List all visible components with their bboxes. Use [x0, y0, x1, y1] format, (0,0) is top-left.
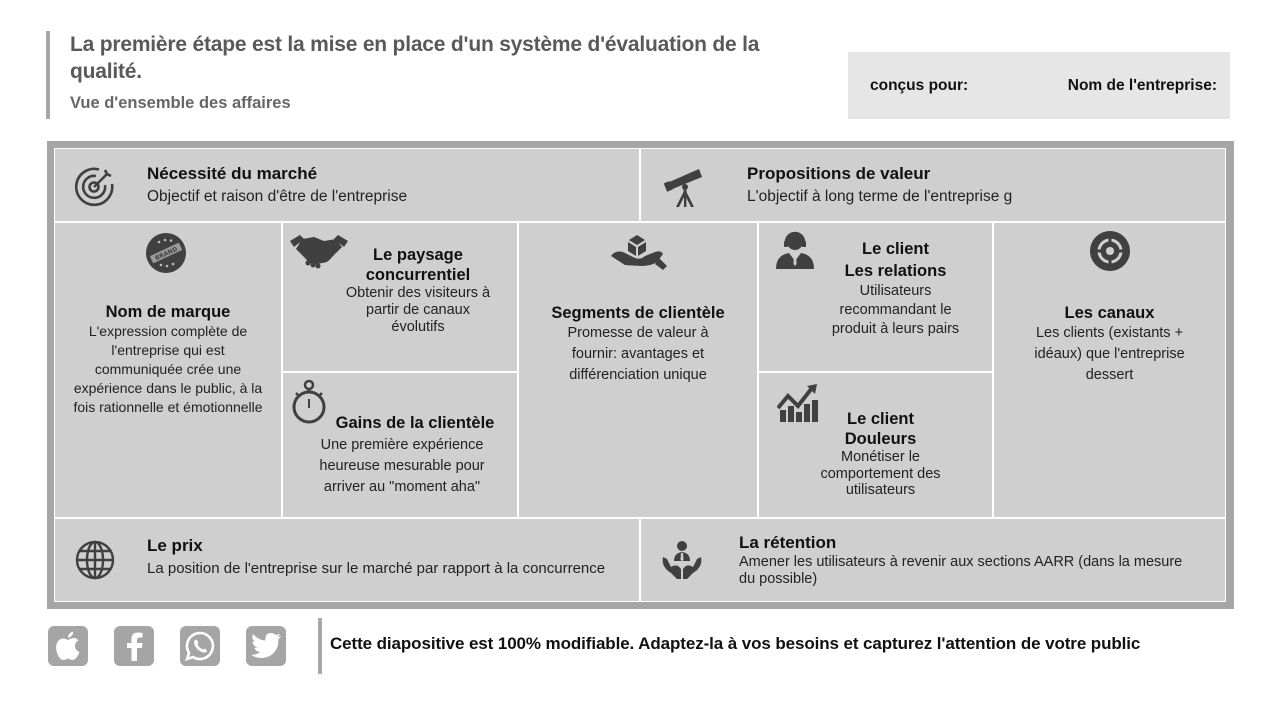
- cell-market-need[interactable]: [55, 149, 639, 221]
- value-propositions-title: Propositions de valeur: [747, 164, 931, 183]
- price-desc: La position de l'entreprise sur le marché par rapport à la concurrence: [147, 560, 606, 577]
- social-icons: [48, 626, 286, 666]
- brand-name-desc: L'expression complète de l'entreprise qui est communiquée crée une expérience dans le public, à la fois rationnelle et émotionnelle: [73, 323, 263, 415]
- retention-title: La rétention: [739, 533, 837, 552]
- business-canvas: [47, 141, 1234, 609]
- customer-pains-title-1: Le client: [847, 410, 914, 428]
- cell-retention[interactable]: [641, 519, 1225, 601]
- cell-customer-relations[interactable]: [759, 223, 992, 371]
- brand-name-title: Nom de marque: [105, 303, 231, 321]
- customer-segments-desc: Promesse de valeur à fournir: avantages et différenciation unique: [567, 325, 709, 383]
- cell-value-propositions[interactable]: [641, 149, 1225, 221]
- customer-pains-title-2: Douleurs: [844, 430, 917, 448]
- cell-customer-segments[interactable]: [519, 223, 757, 517]
- customer-pains-desc: Monétiser le comportement des utilisateurs: [820, 449, 941, 498]
- market-need-desc: Objectif et raison d'être de l'entreprise: [147, 188, 408, 205]
- globe-icon: [74, 540, 116, 580]
- cell-channels[interactable]: [994, 223, 1225, 517]
- cell-competitive-landscape[interactable]: [283, 223, 517, 371]
- footer-note: Cette diapositive est 100% modifiable. Adaptez-la à vos besoins et capturez l'attention de votre public: [330, 634, 1141, 653]
- page-title: La première étape est la mise en place d'un système d'évaluation de la qualité.: [70, 33, 760, 83]
- crosshair-icon: [1090, 231, 1130, 271]
- value-propositions-desc: L'objectif à long terme de l'entreprise g: [747, 188, 1013, 205]
- whatsapp-icon[interactable]: [180, 626, 220, 666]
- footer-divider: [318, 618, 322, 674]
- brand-badge-icon: [146, 233, 186, 273]
- apple-icon[interactable]: [48, 626, 88, 666]
- competitive-landscape-title: Le paysage concurrentiel: [365, 246, 471, 284]
- hands-person-icon: [661, 539, 703, 581]
- channels-title: Les canaux: [1064, 304, 1155, 322]
- page-subtitle: Vue d'ensemble des affaires: [70, 94, 291, 112]
- facebook-icon[interactable]: [114, 626, 154, 666]
- customer-segments-title: Segments de clientèle: [551, 304, 725, 322]
- company-name-label[interactable]: Nom de l'entreprise:: [1067, 76, 1217, 94]
- customer-gains-desc: Une première expérience heureuse mesurable pour arriver au "moment aha": [319, 437, 485, 495]
- designed-for-label[interactable]: conçus pour:: [870, 76, 969, 94]
- customer-relations-desc: Utilisateurs recommandant le produit à leurs pairs: [831, 283, 960, 337]
- meta-box: [848, 52, 1230, 119]
- competitive-landscape-desc: Obtenir des visiteurs à partir de canaux évolutifs: [345, 285, 491, 335]
- cell-customer-pains[interactable]: [759, 373, 992, 517]
- cell-brand-name[interactable]: [55, 223, 281, 517]
- market-need-title: Nécessité du marché: [147, 164, 318, 183]
- telescope-icon: [663, 165, 705, 209]
- twitter-icon[interactable]: [246, 626, 286, 666]
- cell-customer-gains[interactable]: [283, 373, 517, 517]
- support-agent-icon: [774, 231, 816, 271]
- title-block: [46, 31, 836, 119]
- svg-text:BRAND: BRAND: [154, 245, 179, 263]
- customer-relations-title-2: Les relations: [844, 262, 947, 280]
- channels-desc: Les clients (existants + idéaux) que l'entreprise dessert: [1034, 325, 1185, 383]
- retention-desc: Amener les utilisateurs à revenir aux sections AARR (dans la mesure du possible): [739, 554, 1183, 587]
- price-title: Le prix: [147, 536, 203, 555]
- target-icon: [74, 166, 116, 208]
- customer-gains-title: Gains de la clientèle: [335, 414, 495, 432]
- canvas-grid: [54, 148, 1226, 602]
- cell-price[interactable]: [55, 519, 639, 601]
- customer-relations-title-1: Le client: [862, 240, 929, 258]
- hand-box-icon: [611, 232, 667, 272]
